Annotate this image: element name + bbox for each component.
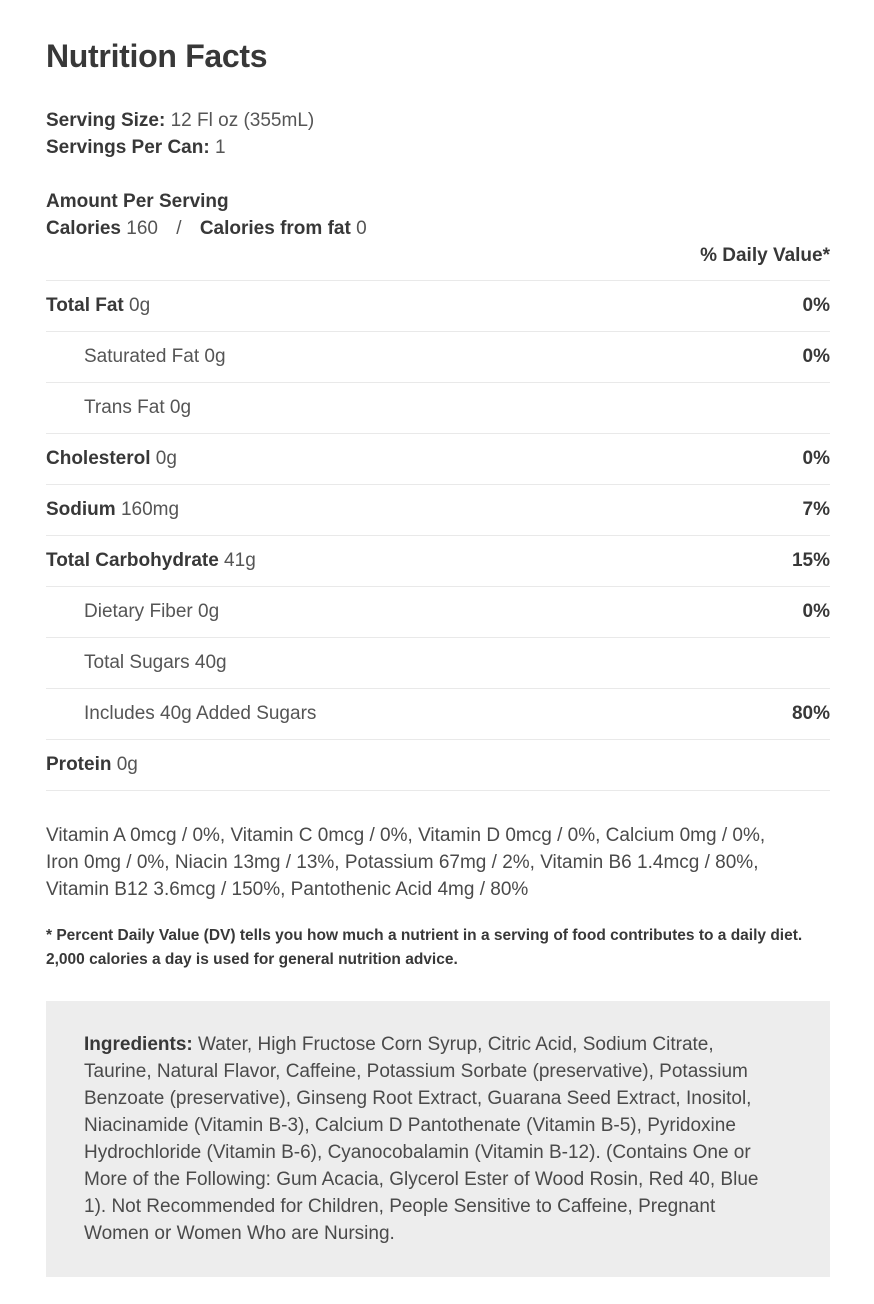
nutrient-amount: 0g — [164, 397, 192, 418]
nutrient-label: Total Carbohydrate — [46, 550, 219, 571]
nutrient-label: Protein — [46, 754, 112, 775]
page-title: Nutrition Facts — [46, 38, 268, 74]
nutrient-name — [46, 703, 316, 725]
daily-value-footnote: * Percent Daily Value (DV) tells you how much a nutrient in a serving of food contributes to a daily diet. 2,000 calories a day is used for general nutrition advice. — [46, 927, 803, 968]
nutrient-row — [46, 638, 830, 689]
nutrient-daily-value: 0% — [802, 346, 830, 367]
nutrient-amount: 41g — [218, 550, 256, 571]
calories-label: Calories — [46, 218, 121, 239]
servings-per-can-label: Servings Per Can: — [46, 137, 210, 158]
ingredients-paragraph — [84, 1031, 785, 1247]
servings-per-can-value: 1 — [214, 137, 226, 158]
serving-size-value: 12 Fl oz (355mL) — [170, 110, 315, 131]
nutrient-amount: 160mg — [115, 499, 180, 520]
nutrient-name — [46, 295, 150, 317]
nutrient-daily-value: 7% — [802, 499, 830, 520]
nutrient-label: Total Sugars — [84, 652, 190, 673]
amount-per-serving — [46, 188, 830, 242]
daily-value-header: % Daily Value* — [700, 245, 830, 266]
nutrient-label: Trans Fat — [84, 397, 165, 418]
nutrient-row — [46, 587, 830, 638]
nutrient-amount: 0g — [199, 346, 226, 367]
calories-line — [46, 215, 830, 242]
nutrient-row — [46, 740, 830, 791]
vitamins-paragraph: Vitamin A 0mcg / 0%, Vitamin C 0mcg / 0%, Vitamin D 0mcg / 0%, Calcium 0mg / 0%, Iron 0mg / 0%, Niacin 13mg / 13%, Potassium 67mg / 2%, Vitamin B6 1.4mcg / 80%, Vitamin B12 3.6mcg / 150%, Pantothenic Acid 4mg / 80% — [46, 825, 766, 900]
ingredients-box — [46, 1001, 830, 1277]
nutrient-name — [46, 448, 177, 470]
serving-size-line — [46, 107, 830, 134]
nutrient-label: Saturated Fat — [84, 346, 200, 367]
nutrient-label: Cholesterol — [46, 448, 151, 469]
calories-separator: / — [176, 218, 182, 239]
nutrient-amount: 0g — [123, 295, 151, 316]
nutrient-name — [46, 652, 227, 674]
amount-heading: Amount Per Serving — [46, 191, 229, 212]
nutrient-row — [46, 281, 830, 332]
calories-from-fat-label: Calories from fat — [199, 218, 351, 239]
nutrient-daily-value: 15% — [791, 550, 830, 571]
serving-info — [46, 107, 830, 161]
ingredients-text: Water, High Fructose Corn Syrup, Citric Acid, Sodium Citrate, Taurine, Natural Flavor, Caffeine, Potassium Sorbate (preservative), Potassium Benzoate (preservative), Ginseng Root Extract, Guarana Seed Extract, Inositol, Niacinamide (Vitamin B-3), Calcium D Pantothenate (Vitamin B-5), Pyridoxine Hydrochloride (Vitamin B-6), Cyanocobalamin (Vitamin B-12). (Contains One or More of the Following: Gum Acacia, Glycerol Ester of Wood Rosin, Red 40, Blue 1). Not Recommended for Children, People Sensitive to Caffeine, Pregnant Women or Women Who are Nursing. — [84, 1034, 759, 1244]
nutrient-rows — [46, 280, 830, 791]
nutrient-daily-value: 0% — [802, 295, 830, 316]
servings-per-can-line — [46, 134, 830, 161]
nutrient-amount: 40g — [189, 652, 227, 673]
nutrient-label: Total Fat — [46, 295, 124, 316]
nutrient-daily-value: 0% — [802, 448, 830, 469]
nutrient-row — [46, 434, 830, 485]
nutrient-name — [46, 550, 256, 572]
serving-size-label: Serving Size: — [46, 110, 166, 131]
nutrient-name — [46, 397, 191, 419]
nutrient-daily-value: 0% — [802, 601, 830, 622]
nutrient-label: Dietary Fiber — [84, 601, 193, 622]
nutrient-name — [46, 346, 226, 368]
nutrient-row — [46, 332, 830, 383]
nutrient-amount: 0g — [111, 754, 138, 775]
calories-value: 160 — [126, 218, 158, 239]
nutrient-row — [46, 383, 830, 434]
nutrient-row — [46, 689, 830, 740]
nutrient-label: Sodium — [46, 499, 116, 520]
nutrient-label: Includes 40g Added Sugars — [84, 703, 317, 724]
ingredients-label: Ingredients: — [84, 1034, 193, 1055]
nutrient-daily-value: 80% — [791, 703, 830, 724]
nutrient-amount: 0g — [192, 601, 220, 622]
nutrient-name — [46, 601, 219, 623]
nutrient-row — [46, 485, 830, 536]
calories-from-fat-value: 0 — [356, 218, 367, 239]
nutrient-row — [46, 536, 830, 587]
nutrient-amount: 0g — [150, 448, 177, 469]
nutrient-name — [46, 499, 179, 521]
nutrient-name — [46, 754, 138, 776]
